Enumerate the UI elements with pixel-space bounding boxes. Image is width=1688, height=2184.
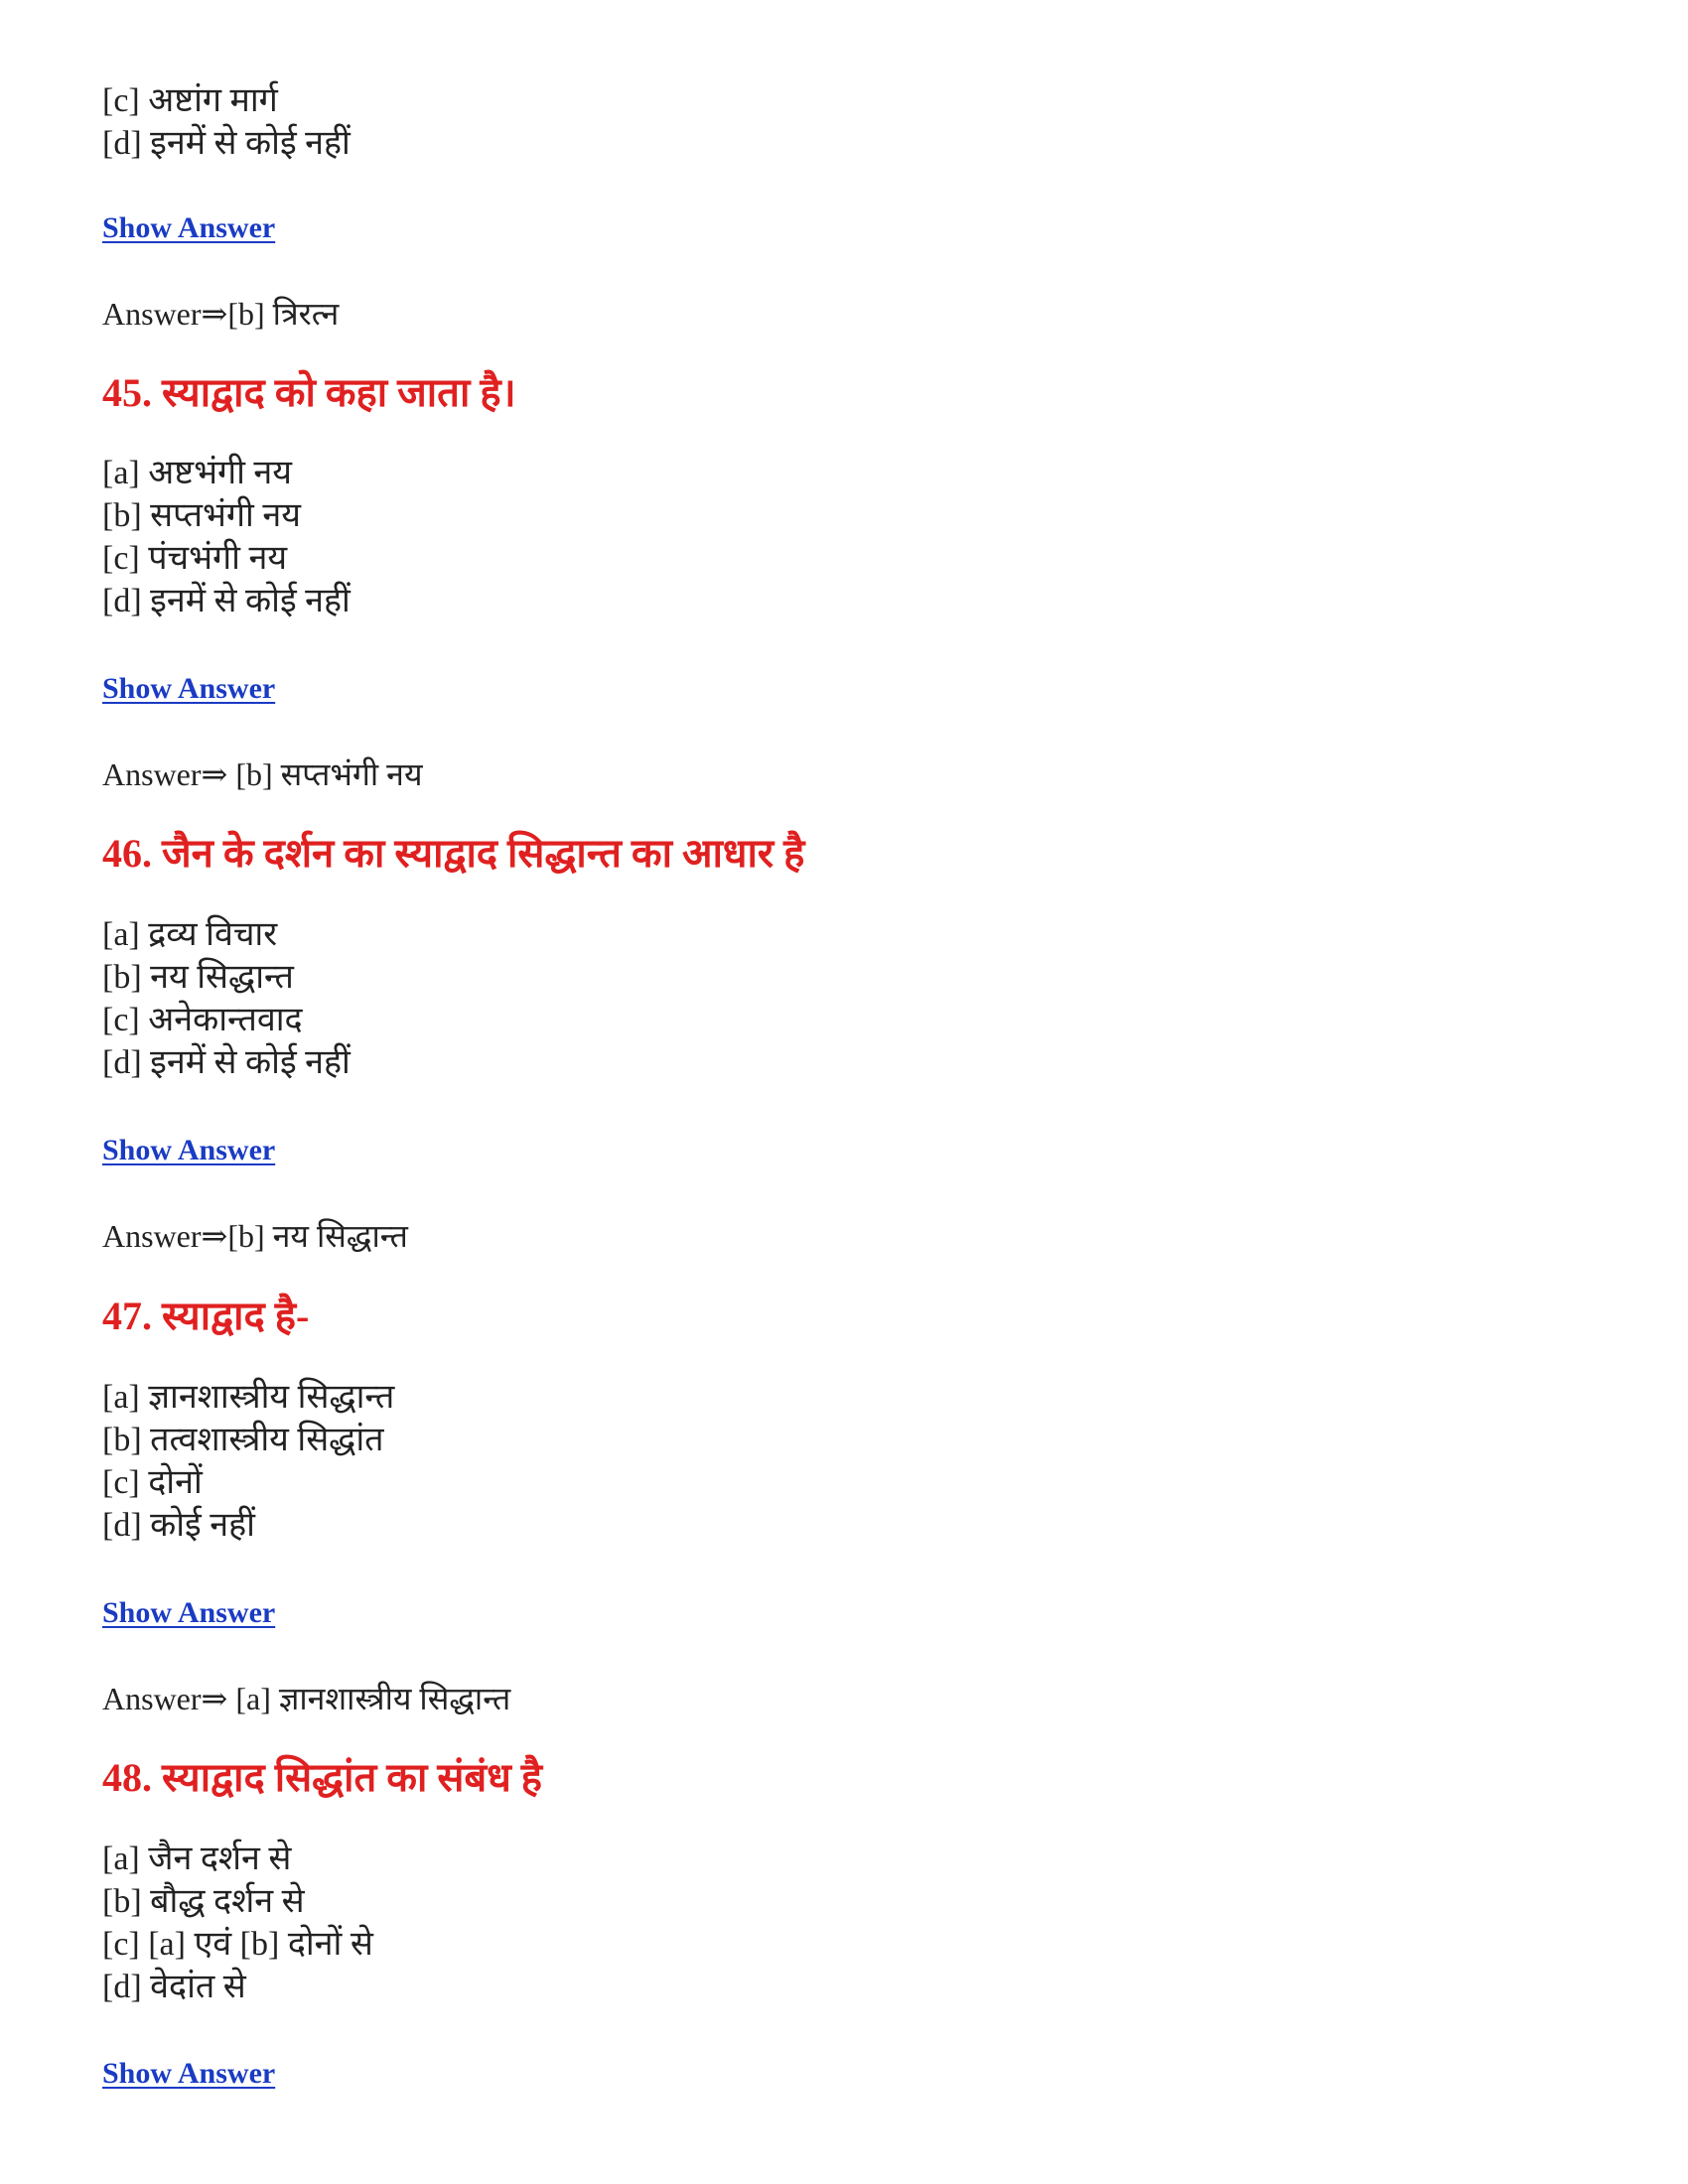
show-answer-link[interactable]: Show Answer: [102, 1134, 276, 1166]
option-a: [a] जैन दर्शन से: [102, 1841, 292, 1877]
option-d: [d] इनमें से कोई नहीं: [102, 125, 351, 162]
option-d: [d] वेदांत से: [102, 1969, 246, 2005]
option-a: [a] द्रव्य विचार: [102, 916, 278, 953]
answer-text: Answer⇒[b] नय सिद्धान्त: [102, 1218, 408, 1254]
option-c: [c] [a] एवं [b] दोनों से: [102, 1926, 373, 1963]
option-b: [b] सप्तभंगी नय: [102, 497, 301, 534]
option-b: [b] तत्वशास्त्रीय सिद्धांत: [102, 1422, 384, 1458]
option-d: [d] इनमें से कोई नहीं: [102, 583, 351, 619]
question-48: 48. स्याद्वाद सिद्धांत का संबंध है: [102, 1755, 543, 1800]
option-c: [c] अनेकान्तवाद: [102, 1002, 303, 1038]
answer-text: Answer⇒ [b] सप्तभंगी नय: [102, 756, 423, 792]
answer-text: Answer⇒ [a] ज्ञानशास्त्रीय सिद्धान्त: [102, 1681, 511, 1716]
show-answer-link[interactable]: Show Answer: [102, 211, 276, 244]
show-answer-link[interactable]: Show Answer: [102, 2057, 276, 2090]
show-answer-link[interactable]: Show Answer: [102, 1596, 276, 1629]
question-47: 47. स्याद्वाद है-: [102, 1294, 310, 1338]
option-c: [c] दोनों: [102, 1464, 203, 1501]
option-a: [a] अष्टभंगी नय: [102, 455, 293, 491]
option-d: [d] इनमें से कोई नहीं: [102, 1044, 351, 1081]
question-45: 45. स्याद्वाद को कहा जाता है।: [102, 370, 516, 415]
show-answer-link[interactable]: Show Answer: [102, 672, 276, 705]
answer-text: Answer⇒[b] त्रिरत्न: [102, 296, 340, 332]
option-c: [c] पंचभंगी नय: [102, 540, 288, 577]
option-b: [b] बौद्ध दर्शन से: [102, 1883, 305, 1920]
option-d: [d] कोई नहीं: [102, 1507, 255, 1544]
option-b: [b] नय सिद्धान्त: [102, 959, 294, 996]
question-46: 46. जैन के दर्शन का स्याद्वाद सिद्धान्त का आधार है: [102, 831, 805, 876]
option-c: [c] अष्टांग मार्ग: [102, 82, 278, 119]
option-a: [a] ज्ञानशास्त्रीय सिद्धान्त: [102, 1379, 395, 1416]
